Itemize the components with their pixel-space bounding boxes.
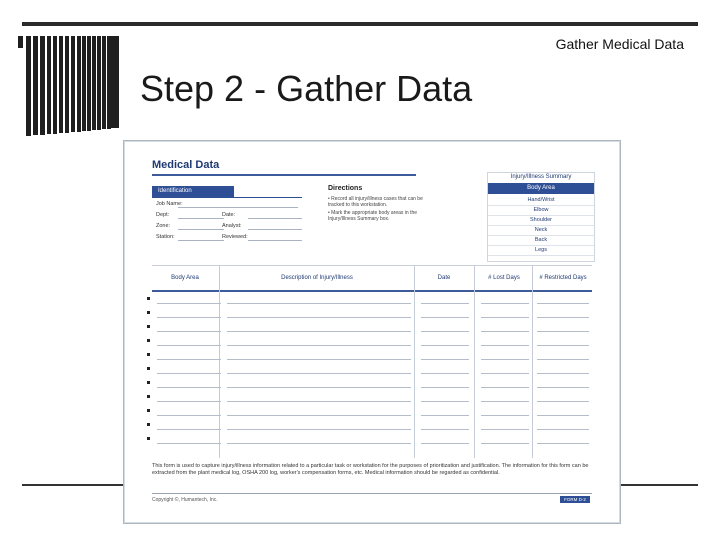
cell-line [157,359,221,360]
decorative-bar [33,36,38,135]
cell-line [157,443,221,444]
form-title: Medical Data [152,159,220,171]
row-bullet [147,381,150,384]
decorative-bar [65,36,69,133]
cell-line [421,345,469,346]
cell-line [157,429,221,430]
summary-row: Shoulder [488,215,594,226]
cell-line [157,303,221,304]
cell-line [421,429,469,430]
cell-line [481,373,529,374]
field-analyst: Analyst: [222,223,242,229]
col-date: Date [437,275,451,281]
cell-line [537,415,589,416]
cell-line [227,443,411,444]
summary-row: Back [488,235,594,246]
injury-summary-box [487,172,595,262]
cell-line [227,429,411,430]
cell-line [537,359,589,360]
cell-line [157,317,221,318]
direction-item: • Record all injury/illness cases that can be tracked to this workstation. [328,196,423,208]
decorative-bar [59,36,63,133]
cell-line [481,345,529,346]
col-description: Description of Injury/Illness [281,275,353,281]
form-note: This form is used to capture injury/illness information related to a particular task or workstation for the purposes of prioritization and justification. The information for this form can be extracted from the plant medical log, OSHA 200 log, worker's compensation forms, etc. Medical information should be regarded as confidential. [152,463,589,476]
table-header [152,265,592,292]
decorative-bar [18,36,23,48]
summary-title: Injury/Illness Summary [510,174,572,180]
cell-line [227,303,411,304]
slide-title: Step 2 - Gather Data [140,68,473,109]
cell-line [421,373,469,374]
table-row [147,349,592,361]
table-row [147,377,592,389]
cell-line [537,401,589,402]
field-line [178,240,224,241]
decorative-bar [53,36,57,134]
cell-line [421,331,469,332]
cell-line [157,331,221,332]
cell-line [537,317,589,318]
col-restricted-days: # Restricted Days [539,275,587,281]
form-code: FORM D-2 [560,496,590,503]
row-bullet [147,395,150,398]
decorative-bar [92,36,96,130]
cell-line [481,303,529,304]
cell-line [157,401,221,402]
copyright: Copyright ©, Humantech, Inc. [152,497,218,503]
row-bullet [147,353,150,356]
decorative-bar [87,36,91,131]
row-bullet [147,367,150,370]
cell-line [421,303,469,304]
cell-line [157,373,221,374]
field-line [178,229,224,230]
identification-rule [152,197,302,198]
row-bullet [147,409,150,412]
table-row [147,433,592,445]
decorative-bar [97,36,101,130]
row-bullet [147,297,150,300]
cell-line [227,373,411,374]
top-rule [22,22,698,26]
cell-line [227,345,411,346]
summary-head: Body Area [488,183,594,194]
cell-line [421,443,469,444]
cell-line [481,387,529,388]
cell-line [157,387,221,388]
cell-line [537,387,589,388]
cell-line [537,331,589,332]
field-line [248,218,302,219]
col-lost-days: # Lost Days [488,275,520,281]
table-row [147,321,592,333]
cell-line [421,415,469,416]
field-line [248,229,302,230]
field-zone: Zone: [156,223,170,229]
field-date: Date: [222,212,235,218]
cell-line [481,401,529,402]
cell-line [227,415,411,416]
decorative-bar [71,36,75,132]
cell-line [421,359,469,360]
field-line [248,240,302,241]
table-row [147,391,592,403]
identification-header: Identification [152,186,234,197]
row-bullet [147,423,150,426]
direction-item: • Mark the appropriate body areas in the Injury/Illness Summary box. [328,210,418,222]
table-row [147,293,592,305]
row-bullet [147,437,150,440]
cell-line [537,345,589,346]
table-row [147,363,592,375]
decorative-bar [47,36,51,134]
decorative-bar [77,36,81,132]
cell-line [227,387,411,388]
cell-line [537,429,589,430]
decorative-bar [102,36,106,129]
cell-line [537,373,589,374]
table-row [147,419,592,431]
cell-line [481,443,529,444]
decorative-bar [82,36,86,131]
cell-line [481,317,529,318]
table-row [147,307,592,319]
cell-line [157,345,221,346]
cell-line [537,303,589,304]
summary-row: Legs [488,245,594,256]
field-job-name: Job Name: [156,201,183,207]
cell-line [481,331,529,332]
decorative-bar [115,36,119,128]
medical-data-form [123,140,621,524]
cell-line [227,359,411,360]
cell-line [157,415,221,416]
summary-row: Elbow [488,205,594,216]
summary-row: Hand/Wrist [488,195,594,206]
field-line [178,207,298,208]
footer-rule [152,493,592,494]
cell-line [481,415,529,416]
row-bullet [147,325,150,328]
directions-title: Directions [328,185,363,192]
field-line [178,218,224,219]
cell-line [227,331,411,332]
cell-line [421,317,469,318]
cell-line [227,317,411,318]
row-bullet [147,311,150,314]
table-row [147,405,592,417]
cell-line [537,443,589,444]
decorative-bar [40,36,45,135]
decorative-bar [26,36,31,136]
row-bullet [147,339,150,342]
cell-line [421,387,469,388]
field-reviewed: Reviewed: [222,234,248,240]
cell-line [481,359,529,360]
header-title: Gather Medical Data [555,36,684,52]
summary-row: Neck [488,225,594,236]
field-dept: Dept: [156,212,169,218]
cell-line [481,429,529,430]
title-rule [152,174,416,176]
cell-line [421,401,469,402]
field-station: Station: [156,234,175,240]
col-body-area: Body Area [171,275,199,281]
cell-line [227,401,411,402]
table-row [147,335,592,347]
